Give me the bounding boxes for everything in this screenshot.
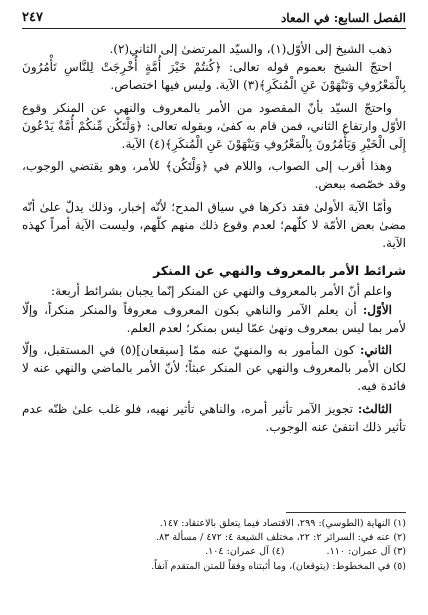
condition-text: كون المأمور به والمنهيّ عنه ممّا [سيقعان](٥) في المستقبل، وإلّا لكان الأمر بالمعروف والنهي عن المنكر عبثاً؛ لأنّ الأمر بالماضي والنهي عنه لا فائدة فيه. bbox=[22, 343, 406, 394]
paragraph: واعلم أنّ الأمر بالمعروف والنهي عن المنكر إنّما يجبان بشرائط أربعة: bbox=[51, 284, 392, 299]
condition-label: الثالث: bbox=[357, 401, 392, 416]
condition-label: الأوّل: bbox=[362, 302, 392, 317]
footnote-3: (٣) آل عمران: ١١٠. bbox=[326, 546, 406, 558]
footnote-2: (٢) عنه في: السرائر ٢: ٢٢، مختلف الشيعة ٤: ٤٧٢ / مسألة ٨٣. bbox=[155, 532, 406, 544]
condition-item bbox=[22, 341, 406, 396]
footnote-row bbox=[22, 545, 406, 559]
footnotes bbox=[22, 512, 406, 574]
section-heading: شرائط الأمر بالمعروف والنهي عن المنكر bbox=[153, 263, 406, 279]
footnote-4: (٤) آل عمران: ١٠٤. bbox=[205, 546, 285, 558]
paragraph: وهذا أقرب إلى الصواب، واللام في ﴿وَلْتَكُن﴾ للأمر، وهو يقتضي الوجوب، وقد خصّصه ببعض. bbox=[22, 159, 406, 192]
paragraph: واحتجّ السيّد بأنّ المقصود من الأمر بالمعروف والنهي عن المنكر وقوع الأوّل وارتفاع الثاني، فمن قام به كفىٰ، وبقوله تعالى: ﴿وَلْتَكُن مِّنكُمْ أُمَّةٌ يَدْعُونَ إِلَى الْخَيْرِ وَيَأْمُرُونَ بِالْمَعْرُوفِ وَيَنْهَوْنَ عَنِ الْمُنكَرِ﴾(٤) الآية. bbox=[22, 100, 406, 152]
paragraph: احتجّ الشيخ بعموم قوله تعالى: ﴿كُنتُمْ خَيْرَ أُمَّةٍ أُخْرِجَتْ لِلنَّاسِ تَأْمُرُونَ بِالْمَعْرُوفِ وَتَنْهَوْنَ عَنِ الْمُنكَرِ﴾(٣) الآية. وليس فيها اختصاص. bbox=[22, 60, 406, 93]
condition-text: تجويز الآمر تأثير أمره، والناهي تأثير نهيه، فلو غلب علىٰ ظنّه عدم تأثير ذلك انتفىٰ عنه الوجوب. bbox=[22, 401, 406, 434]
chapter-title: الفصل السابع: في المعاد bbox=[280, 11, 406, 25]
condition-item bbox=[22, 301, 406, 337]
paragraph: وأمّا الآية الأولىٰ فقد ذكرها في سياق المدح؛ لأنّه إخبار، وذلك يدلّ علىٰ أنّه مضىٰ بعض الأمّة لا كلّهم؛ لعدم وقوع ذلك منهم كلّهم، وليست الآية أمراً كهذه الآية. bbox=[22, 199, 406, 251]
page-number: ٢٤٧ bbox=[22, 10, 43, 25]
footnote-5: (٥) في المخطوط: (يتوقعان)، وما أثبتناه وفقاً للمتن المتقدم آنفاً. bbox=[151, 560, 406, 572]
condition-text: أن يعلم الآمر والناهي بكون المعروف معروفاً والمنكر منكراً، وإلّا لأمر بما ليس بمعروف ونهىٰ عمّا ليس بمنكر؛ لعدم العلم. bbox=[22, 302, 406, 335]
footnote-divider bbox=[286, 512, 406, 513]
footnote-1: (١) النهاية (الطوسي): ٢٩٩، الاقتصاد فيما يتعلق بالاعتقاد: ١٤٧. bbox=[159, 518, 406, 529]
condition-item bbox=[22, 400, 406, 436]
main-text bbox=[22, 40, 406, 436]
condition-label: الثاني: bbox=[359, 343, 392, 358]
page-header bbox=[22, 4, 406, 29]
paragraph: ذهب الشيخ إلى الأوّل(١)، والسيّد المرتضىٰ إلى الثاني(٢). bbox=[109, 42, 392, 56]
